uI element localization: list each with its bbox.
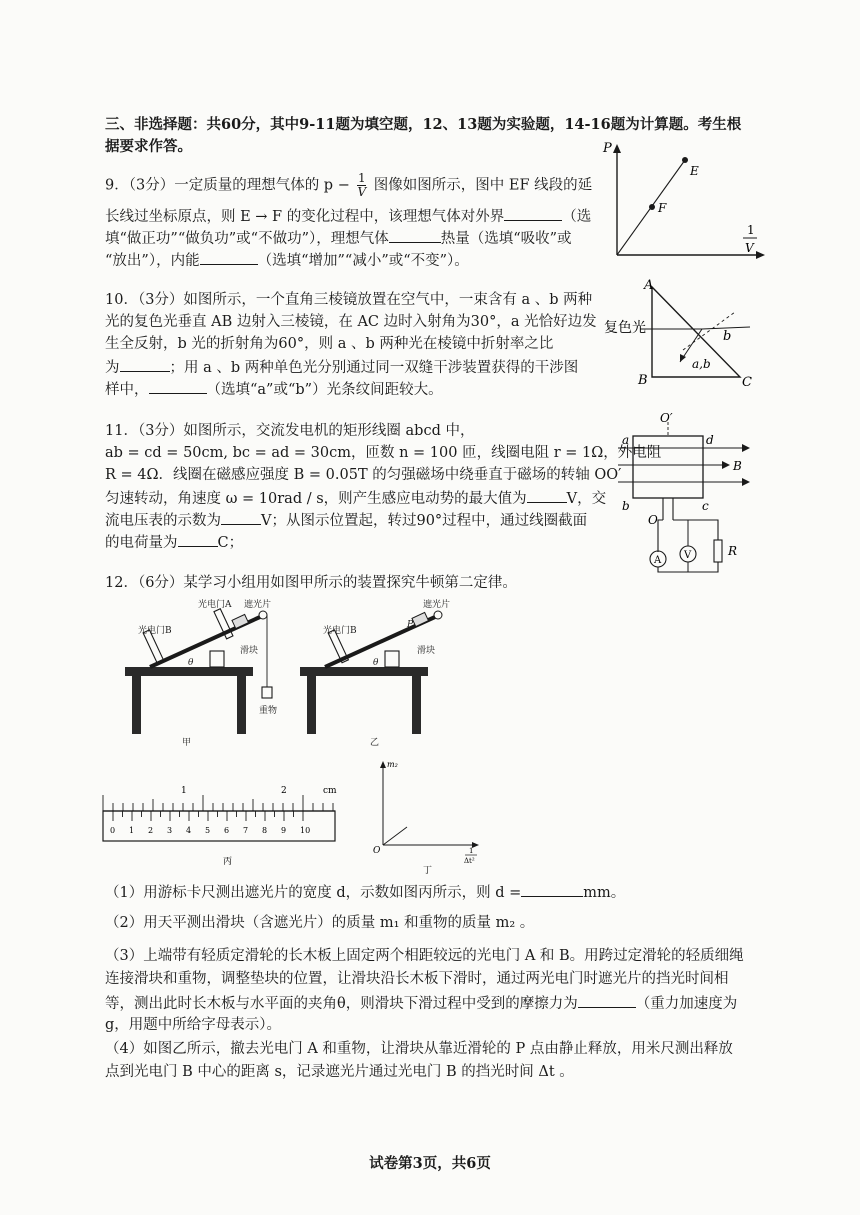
- caliper-vernier-label: 10: [300, 826, 311, 835]
- q11-generator-figure: [608, 412, 760, 584]
- q12-s3-line3: [105, 992, 737, 1014]
- q10-l5a: 样中，: [105, 382, 149, 398]
- q12-s3l3b: （重力加速度为: [635, 996, 738, 1012]
- yi-label-gate-b: 光电门B: [323, 626, 357, 636]
- q10-blank-ratio[interactable]: [120, 356, 170, 372]
- jia-label-theta: θ: [188, 658, 194, 668]
- q12-fig-yi: [295, 595, 460, 750]
- q11-ammeter: A: [654, 555, 662, 566]
- q9-pv-graph: [600, 140, 770, 265]
- q12-s1b: mm。: [583, 885, 626, 901]
- q11-blank-emf[interactable]: [527, 487, 567, 503]
- q9-l2b: （选: [562, 209, 592, 225]
- q9-frac-num: 1: [357, 171, 366, 185]
- caliper-main-scale: [103, 795, 333, 811]
- q11-label-d: d: [706, 433, 714, 447]
- q12-s2: （2）用天平测出滑块（含遮光片）的质量 m₁ 和重物的质量 m₂ 。: [105, 915, 535, 931]
- caliper-vernier-label: 2: [148, 826, 154, 835]
- q11-l4a: 匀速转动，角速度 ω = 10rad / s，则产生感应电动势的最大值为: [105, 491, 527, 507]
- q11-blank-charge[interactable]: [178, 531, 218, 547]
- q10-l5b: （选填“a”或“b”）光条纹间距较大。: [206, 382, 443, 398]
- q9-l3b: 热量（选填“吸收”或: [440, 231, 572, 247]
- q11-l6a: 的电荷量为: [105, 535, 178, 551]
- yi-label-shade: 遮光片: [423, 600, 451, 610]
- q12-blank-friction[interactable]: [578, 992, 636, 1008]
- q12-s3l3a: 等，测出此时长木板与水平面的夹角θ，则滑块下滑过程中受到的摩擦力为: [105, 996, 578, 1012]
- q10-vertex-c: C: [742, 375, 752, 390]
- jia-label-slider: 滑块: [240, 646, 259, 656]
- q9-text-b: 图像如图所示，图中 EF 线段的延: [373, 177, 593, 194]
- q9-point-f: [649, 204, 655, 210]
- q11-label-a: a: [622, 433, 630, 447]
- yi-caption: 乙: [370, 738, 380, 748]
- q9-axis-x-den: V: [745, 241, 754, 255]
- q12-s4-line2: 点到光电门 B 中心的距离 s，记录遮光片通过光电门 B 的挡光时间 Δt 。: [105, 1064, 574, 1080]
- q9-label-e: E: [690, 164, 699, 178]
- q9-line1: [105, 172, 592, 199]
- page-footer: 试卷第3页，共6页: [369, 1155, 491, 1172]
- q10-prism-figure: [600, 272, 765, 397]
- q11-line4: [105, 487, 606, 509]
- q9-blank-work[interactable]: [504, 205, 562, 221]
- ding-axis-x-den: Δt²: [464, 857, 475, 865]
- q9-text-a: 9．（3分）一定质量的理想气体的 p −: [105, 177, 350, 194]
- q9-blank-heat[interactable]: [389, 227, 441, 243]
- q12-s4-line1: （4）如图乙所示，撤去光电门 A 和重物，让滑块从靠近滑轮的 P 点由静止释放，用米尺测出释放: [105, 1041, 733, 1057]
- q10-label-complex-light: 复色光: [604, 320, 646, 336]
- q11-line2: ab = cd = 50cm, bc = ad = 30cm，匝数 n = 100 匝，线圈电阻 r = 1Ω，外电阻: [105, 445, 662, 461]
- q11-l5a: 流电压表的示数为: [105, 513, 221, 529]
- caliper-vernier-label: 6: [224, 826, 230, 835]
- jia-label-gate-a: 光电门A: [198, 600, 232, 610]
- q10-l4a: 为: [105, 360, 120, 376]
- caliper-unit: cm: [323, 786, 337, 796]
- q11-label-o: O: [648, 513, 658, 527]
- q9-line4: [105, 249, 469, 271]
- q9-line2: [105, 205, 591, 227]
- q11-l5b: V；从图示位置起，转过90°过程中，通过线圈截面: [261, 513, 588, 529]
- q10-line3: 生全反射，b 光的折射角为60°，则 a 、b 两种光在棱镜中折射率之比: [105, 336, 554, 352]
- q9-l4b: （选填“增加”“减小”或“不变”）。: [257, 253, 469, 269]
- q12-s3-line4: g，用题中所给字母表示）。: [105, 1017, 282, 1033]
- caliper-vernier-label: 8: [262, 826, 268, 835]
- q9-frac-den: V: [357, 185, 367, 199]
- q11-label-c: c: [702, 499, 709, 513]
- q10-vertex-a: A: [644, 278, 654, 293]
- q10-ray-b: b: [723, 329, 732, 344]
- q11-line1: 11．（3分）如图所示，交流发电机的矩形线圈 abcd 中，: [105, 423, 475, 439]
- q12-s3-line1: （3）上端带有轻质定滑轮的长木板上固定两个相距较远的光电门 A 和 B。用跨过定滑轮的轻质细绳: [105, 948, 744, 964]
- q9-axis-p: P: [603, 141, 612, 156]
- q10-ray-ab: a,b: [692, 357, 711, 371]
- q9-point-e: [682, 157, 688, 163]
- yi-label-theta: θ: [373, 658, 379, 668]
- q12-intro: 12．（6分）某学习小组用如图甲所示的装置探究牛顿第二定律。: [105, 575, 517, 591]
- q10-line5: [105, 378, 443, 400]
- q12-fig-jia: [120, 595, 290, 750]
- jia-label-gate-b: 光电门B: [138, 626, 172, 636]
- q10-vertex-b: B: [638, 373, 648, 388]
- section-header-line1: 三、非选择题：共60分，其中9-11题为填空题，12、13题为实验题，14-16题为计算题。考生根: [105, 116, 742, 133]
- q9-line3: [105, 227, 572, 249]
- yi-label-slider: 滑块: [417, 646, 436, 656]
- q12-s1a: （1）用游标卡尺测出遮光片的宽度 d，示数如图丙所示，则 d =: [105, 885, 522, 901]
- q12-fig-bing-caliper: [95, 775, 355, 870]
- caliper-main-label-1: 1: [181, 786, 187, 796]
- q12-blank-d[interactable]: [521, 881, 583, 897]
- q10-line1: 10．（3分）如图所示，一个直角三棱镜放置在空气中，一束含有 a 、b 两种: [105, 292, 593, 308]
- q11-l6b: C；: [217, 535, 244, 551]
- q11-label-o-prime: O′: [660, 412, 673, 425]
- caliper-vernier-label: 4: [186, 826, 192, 835]
- q9-l2a: 长线过坐标原点，则 E → F 的变化过程中，该理想气体对外界: [105, 209, 505, 225]
- caliper-vernier-scale: [110, 811, 310, 835]
- q12-s3-line2: 连接滑块和重物，调整垫块的位置，让滑块沿长木板下滑时，通过两光电门时遮光片的挡光时间相: [105, 971, 729, 987]
- jia-label-weight: 重物: [259, 706, 278, 716]
- q11-l4b: V，交: [566, 491, 607, 507]
- caliper-vernier-label: 9: [281, 826, 287, 835]
- ding-origin: O: [373, 846, 381, 856]
- jia-caption: 甲: [182, 738, 192, 748]
- yi-label-p: P: [407, 620, 414, 630]
- q11-line5: [105, 509, 587, 531]
- q10-l4b: ；用 a 、b 两种单色光分别通过同一双缝干涉装置获得的干涉图: [169, 360, 579, 376]
- q11-voltmeter: V: [684, 550, 692, 561]
- q9-blank-energy[interactable]: [200, 249, 258, 265]
- caliper-vernier-label: 1: [129, 826, 135, 835]
- q11-line6: [105, 531, 243, 553]
- ding-axis-y: m₂: [387, 760, 398, 769]
- q11-label-b: b: [622, 499, 630, 513]
- q9-l4a: “放出”），内能: [105, 253, 200, 269]
- ding-axis-x-num: 1: [469, 847, 474, 855]
- q12-s1: [105, 881, 625, 903]
- caliper-vernier-label: 5: [205, 826, 211, 835]
- q11-label-r: R: [728, 544, 738, 558]
- jia-label-shade: 遮光片: [244, 600, 272, 610]
- q11-label-field: B: [733, 459, 742, 473]
- q10-line4: [105, 356, 578, 378]
- caliper-vernier-label: 3: [167, 826, 173, 835]
- section-header-line2: 据要求作答。: [105, 138, 192, 155]
- q12-fig-ding: [365, 755, 495, 875]
- caliper-main-label-2: 2: [281, 786, 287, 796]
- q10-blank-light[interactable]: [149, 378, 207, 394]
- bing-caption: 丙: [223, 857, 233, 867]
- caliper-vernier-label: 7: [243, 826, 249, 835]
- q9-l3a: 填“做正功”“做负功”或“不做功”），理想气体: [105, 231, 389, 247]
- q11-blank-voltmeter[interactable]: [221, 509, 261, 525]
- q9-label-f: F: [658, 201, 667, 215]
- q10-line2: 光的复色光垂直 AB 边射入三棱镜，在 AC 边时入射角为30°，a 光恰好边发: [105, 314, 597, 330]
- ding-caption: 丁: [423, 866, 433, 875]
- q11-line3: R = 4Ω．线圈在磁感应强度 B = 0.05T 的匀强磁场中绕垂直于磁场的转轴 OO′: [105, 467, 622, 483]
- q9-fraction: [357, 172, 366, 199]
- q9-axis-x-num: 1: [747, 223, 755, 237]
- caliper-vernier-label: 0: [110, 826, 116, 835]
